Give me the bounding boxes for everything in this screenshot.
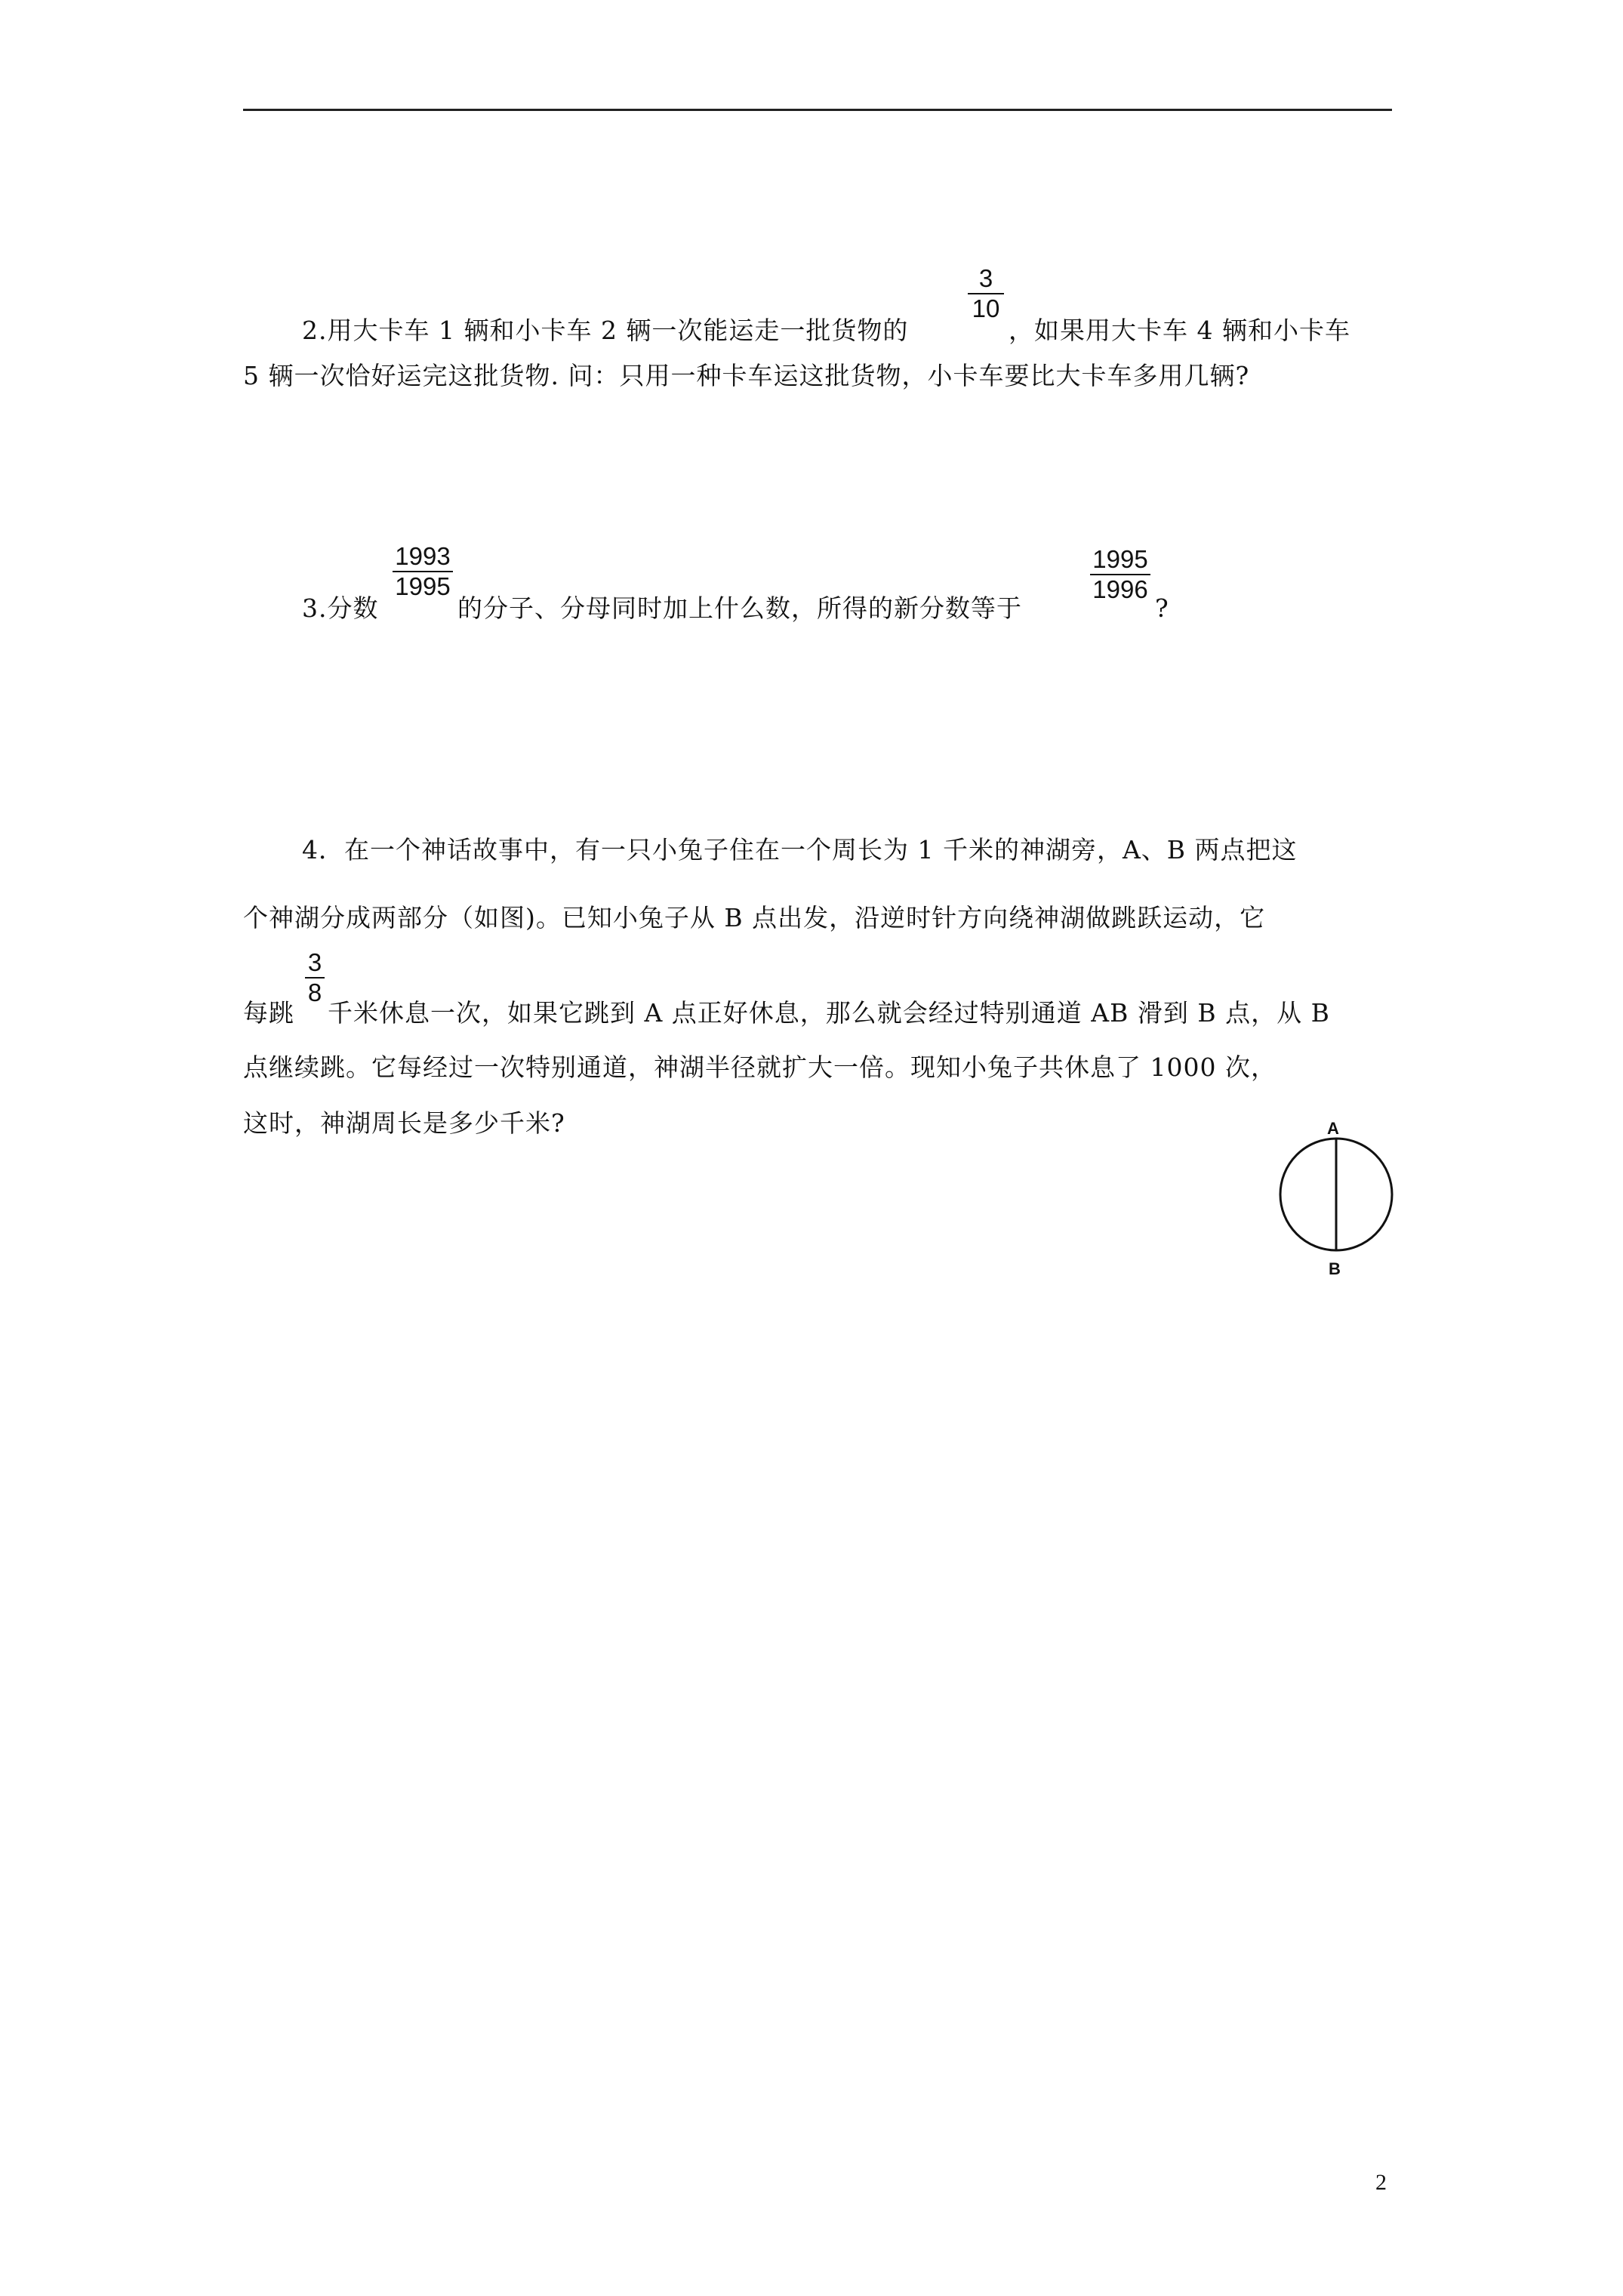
problem-2-line-1-after: ，如果用大卡车 4 辆和小卡车: [1009, 316, 1350, 345]
problem-3-before: 3.分数: [302, 593, 379, 623]
problem-4-line-3-after: 千米休息一次，如果它跳到 A 点正好休息，那么就会经过特别通道 AB 滑到 B 点，从 B: [328, 998, 1330, 1028]
problem-2-fraction: [968, 264, 1004, 323]
problem-4-line-5: 这时，神湖周长是多少千米?: [243, 1108, 565, 1138]
fraction-numerator: 1993: [395, 542, 451, 570]
problem-2-line-1-after-text: [1009, 316, 1350, 346]
fraction-denominator: 1996: [1092, 575, 1148, 603]
fraction-numerator: 1995: [1092, 545, 1148, 573]
fraction-numerator: 3: [978, 264, 993, 292]
fraction-denominator: 8: [307, 978, 322, 1006]
problem-2-line-1-before: 2.用大卡车 1 辆和小卡车 2 辆一次能运走一批货物的: [302, 316, 909, 345]
header-rule: [243, 109, 1392, 111]
lake-diagram-svg: [1267, 1108, 1410, 1287]
lake-diagram: [1267, 1108, 1410, 1287]
problem-3-fraction-1: [393, 542, 453, 601]
problem-4-line-2: 个神湖分成两部分（如图)。已知小兔子从 B 点出发，沿逆时针方向绕神湖做跳跃运动，它: [243, 903, 1266, 932]
problem-3-middle: 的分子、分母同时加上什么数，所得的新分数等于: [457, 593, 1022, 623]
page-number: 2: [1375, 2170, 1387, 2195]
problem-4-line-3-before: 每跳: [243, 998, 294, 1028]
fraction-denominator: 10: [972, 294, 1000, 322]
fraction-denominator: 1995: [395, 572, 451, 600]
problem-4-line-1: 4．在一个神话故事中，有一只小兔子住在一个周长为 1 千米的神湖旁，A、B 两点把这: [302, 835, 1298, 864]
problem-3-fraction-2: [1090, 545, 1150, 604]
problem-3-after: ?: [1155, 593, 1169, 623]
problem-2-line-1-text: [302, 316, 908, 346]
fraction-numerator: 3: [307, 948, 322, 976]
label-b: B: [1329, 1259, 1341, 1278]
problem-4-line-4: 点继续跳。它每经过一次特别通道，神湖半径就扩大一倍。现知小兔子共休息了 1000 次，: [243, 1052, 1277, 1082]
problem-4-fraction: [305, 948, 325, 1007]
problem-2-line-2: 5 辆一次恰好运完这批货物. 问：只用一种卡车运这批货物，小卡车要比大卡车多用几辆?: [243, 361, 1250, 390]
label-a: A: [1327, 1119, 1339, 1138]
